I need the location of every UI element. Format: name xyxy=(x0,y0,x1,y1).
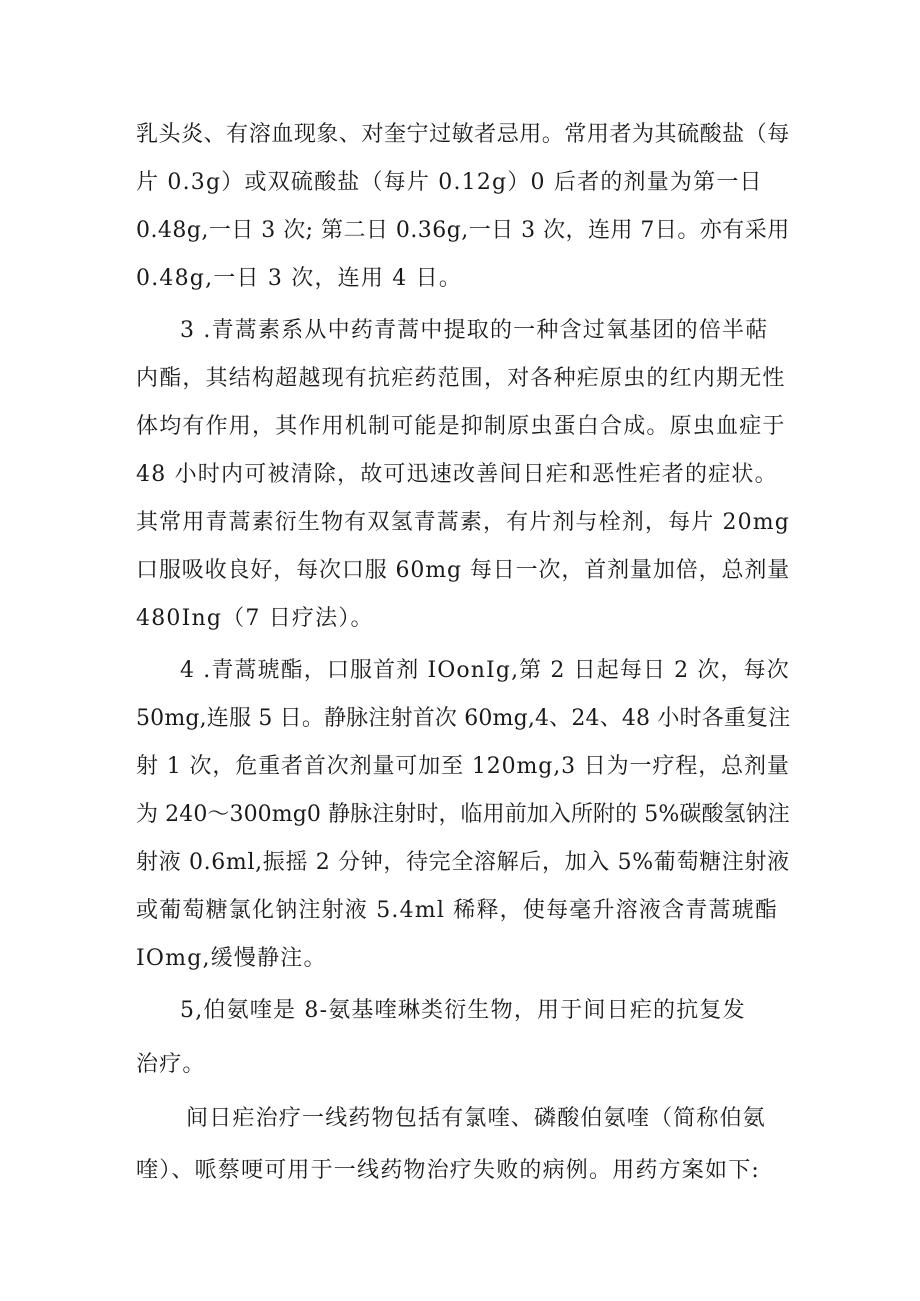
text-line: 480Ing（7 日疗法）。 xyxy=(136,606,374,631)
text-line: 48 小时内可被清除，故可迅速改善间日疟和恶性疟者的症状。 xyxy=(136,462,778,487)
text-line: 或葡萄糖氯化钠注射液 5.4ml 稀释，使每毫升溶液含青蒿琥酯 xyxy=(136,898,779,923)
text-line: 间日疟治疗一线药物包括有氯喹、磷酸伯氨喹（简称伯氨 xyxy=(186,1106,767,1131)
text-line: 片 0.3g）或双硫酸盐（每片 0.12g）0 后者的剂量为第一日 xyxy=(136,170,763,195)
text-line: 体均有作用，其作用机制可能是抑制原虫蛋白合成。原虫血症于 xyxy=(136,414,786,439)
text-line: 4 .青蒿琥酯，口服首剂 IOonIg,第 2 日起每日 2 次，每次 xyxy=(180,658,790,683)
text-line: 0.48g,一日 3 次; 第二日 0.36g,一日 3 次，连用 7日。亦有采用 xyxy=(136,218,790,243)
text-line: 其常用青蒿素衍生物有双氢青蒿素，有片剂与栓剂，每片 20mg xyxy=(136,510,790,535)
text-line: IOmg,缓慢静注。 xyxy=(136,946,327,971)
text-line: 乳头炎、有溶血现象、对奎宁过敏者忌用。常用者为其硫酸盐（每 xyxy=(136,122,790,147)
text-line: 3 .青蒿素系从中药青蒿中提取的一种含过氧基团的倍半萜 xyxy=(180,318,769,343)
text-line: 0.48g,一日 3 次，连用 4 日。 xyxy=(136,266,463,291)
text-line: 内酯，其结构超越现有抗疟药范围，对各种疟原虫的红内期无性 xyxy=(136,366,786,391)
text-line: 射 1 次，危重者首次剂量可加至 120mg,3 日为一疗程，总剂量 xyxy=(136,754,790,779)
text-line: 口服吸收良好，每次口服 60mg 每日一次，首剂量加倍，总剂量 xyxy=(136,558,791,583)
text-line: 治疗。 xyxy=(136,1052,206,1077)
text-line: 喹）、哌蔡哽可用于一线药物治疗失败的病例。用药方案如下: xyxy=(136,1158,761,1183)
text-line: 射液 0.6ml,振摇 2 分钟，待完全溶解后，加入 5%葡萄糖注射液 xyxy=(136,850,790,875)
text-line: 50mg,连服 5 日。静脉注射首次 60mg,4、24、48 小时各重复注 xyxy=(136,706,791,731)
text-line: 为 240～300mg0 静脉注射时，临用前加入所附的 5%碳酸氢钠注 xyxy=(136,802,790,827)
text-line: 5,伯氨喹是 8-氨基喹琳类衍生物，用于间日疟的抗复发 xyxy=(180,998,746,1023)
